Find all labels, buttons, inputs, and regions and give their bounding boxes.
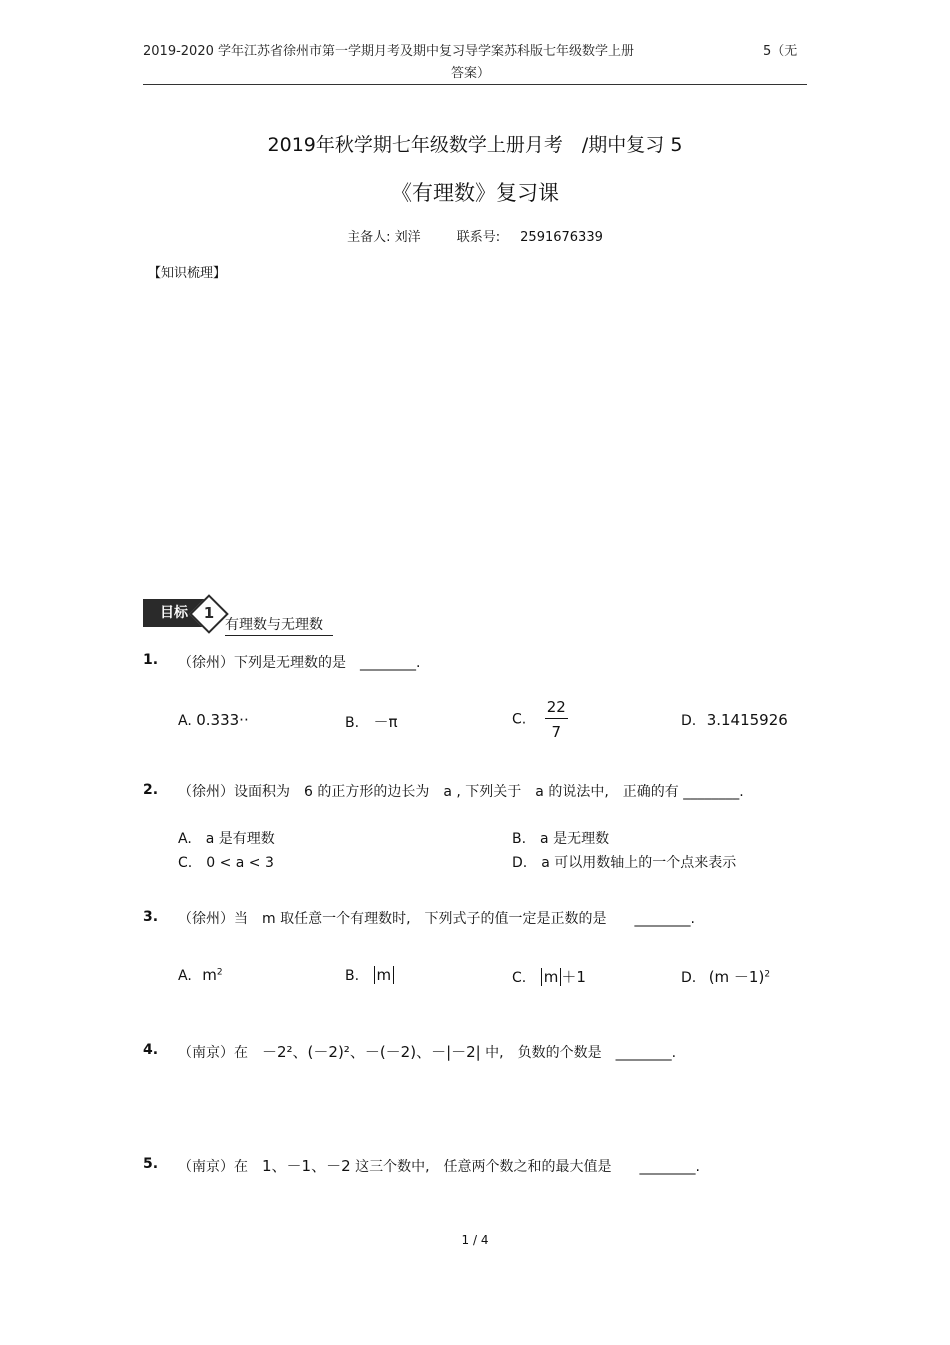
doc-header-line1: 2019-2020 学年江苏省徐州市第一学期月考及期中复习导学案苏科版七年级数学上册: [143, 44, 634, 59]
option-letter: C.: [512, 970, 527, 986]
option-letter: A.: [178, 713, 192, 729]
option-c: [512, 966, 586, 987]
goal-badge-number: 1: [203, 604, 215, 622]
option-letter: A.: [178, 968, 192, 984]
option-letter: C.: [512, 711, 527, 728]
question-number: 2.: [143, 782, 159, 798]
option-a: [178, 711, 249, 729]
page-subtitle: 《有理数》复习课: [391, 181, 559, 205]
goal-title: 有理数与无理数: [225, 614, 333, 636]
absolute-value: m: [374, 966, 395, 984]
fraction-numerator: 22: [545, 698, 568, 719]
option-d: [681, 966, 770, 987]
option-letter: B.: [345, 715, 360, 731]
question-text: （徐州）下列是无理数的是 ________.: [178, 655, 421, 671]
option-a: A. a 是有理数: [178, 831, 275, 847]
option-c: [512, 698, 568, 741]
question-text: （徐州）当 m 取任意一个有理数时, 下列式子的值一定是正数的是 ________.: [178, 911, 695, 927]
option-value: －π: [373, 713, 398, 731]
math-expression: 1、－1、－2: [262, 1157, 351, 1175]
question-text-pre: （南京）在: [178, 1159, 262, 1175]
option-b: [345, 711, 398, 732]
option-tail: ＋1: [561, 968, 586, 986]
section-heading: 【知识梳理】: [148, 266, 227, 281]
question-number: 4.: [143, 1042, 159, 1058]
fraction-denominator: 7: [551, 723, 561, 741]
author-line: [0, 226, 950, 245]
option-d: D. a 可以用数轴上的一个点来表示: [512, 855, 737, 871]
exponent: 2: [216, 967, 223, 978]
option-b: B. a 是无理数: [512, 831, 610, 847]
question-text: （徐州）设面积为 6 的正方形的边长为 a , 下列关于 a 的说法中, 正确的有 ________.: [178, 784, 744, 800]
option-value: 3.1415926: [706, 711, 788, 729]
question-text: [178, 1155, 700, 1176]
absolute-value: m: [541, 968, 562, 986]
page-number: 1 / 4: [461, 1233, 489, 1247]
question-text-post: 中, 负数的个数是 ________.: [480, 1045, 677, 1061]
option-d: [681, 711, 788, 729]
doc-header-line1-right: 5（无: [763, 44, 798, 59]
contact-value: 2591676339: [520, 230, 603, 245]
option-value: 0.333··: [196, 711, 249, 729]
goal-badge-label: 目标: [143, 599, 205, 627]
page-title: 2019年秋学期七年级数学上册月考 /期中复习 5: [267, 134, 683, 156]
question-text: [178, 1041, 676, 1062]
option-letter: B.: [345, 968, 360, 984]
doc-header-line2: 答案）: [451, 66, 491, 81]
option-value: m: [202, 966, 217, 984]
question-text-pre: （南京）在: [178, 1045, 262, 1061]
header-rule: [143, 84, 807, 85]
author-label: 主备人: 刘洋: [347, 230, 421, 245]
math-expression: －2²、(－2)²、－(－2)、－|－2|: [262, 1043, 481, 1061]
question-number: 5.: [143, 1156, 159, 1172]
option-a: [178, 966, 223, 984]
option-c: C. 0 < a < 3: [178, 855, 274, 871]
exponent: 2: [764, 969, 771, 980]
question-number: 3.: [143, 909, 159, 925]
option-b: [345, 966, 394, 984]
contact-label: 联系号:: [456, 230, 501, 245]
question-number: 1.: [143, 652, 159, 668]
question-text-post: 这三个数中, 任意两个数之和的最大值是 ________.: [350, 1159, 700, 1175]
option-letter: D.: [681, 713, 697, 729]
goal-badge: [143, 597, 225, 631]
fraction: [545, 698, 568, 741]
option-letter: D.: [681, 970, 697, 986]
option-value: (m －1): [708, 968, 765, 986]
